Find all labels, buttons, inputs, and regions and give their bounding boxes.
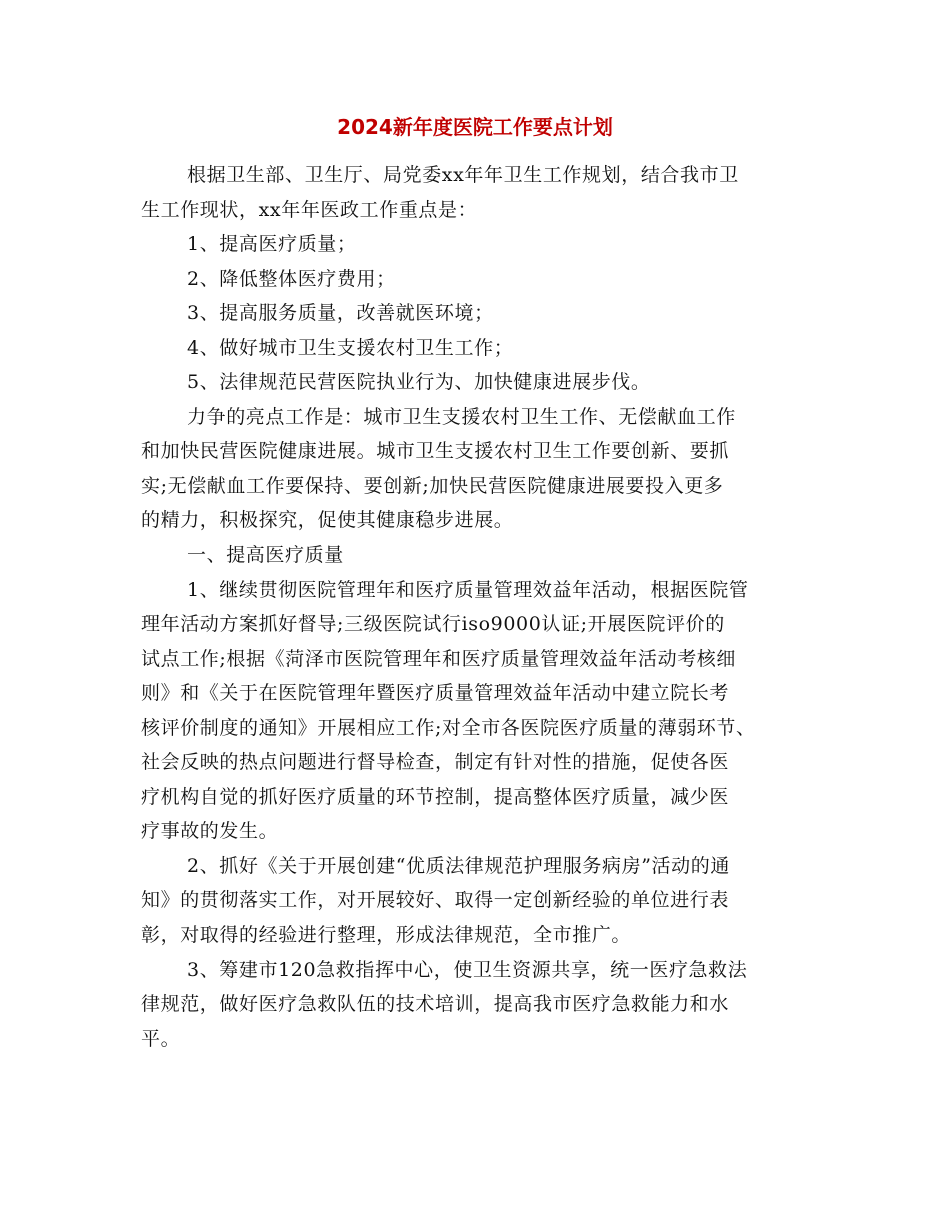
- text-line: 实;无偿献血工作要保持、要创新;加快民营医院健康进展要投入更多: [141, 474, 724, 497]
- text-line: 试点工作;根据《菏泽市医院管理年和医疗质量管理效益年活动考核细: [141, 647, 737, 670]
- text-line: 彰，对取得的经验进行整理，形成法律规范，全市推广。: [141, 924, 632, 947]
- text-line: 律规范，做好医疗急救队伍的技术培训，提高我市医疗急救能力和水: [141, 993, 730, 1016]
- text-line: 5、法律规范民营医院执业行为、加快健康进展步伐。: [187, 371, 651, 394]
- text-line: 力争的亮点工作是：城市卫生支援农村卫生工作、无偿献血工作: [187, 405, 736, 428]
- text-line: 生工作现状，xx年年医政工作重点是：: [141, 198, 478, 221]
- text-line: 的精力，积极探究，促使其健康稳步进展。: [141, 509, 514, 532]
- text-line: 1、继续贯彻医院管理年和医疗质量管理效益年活动，根据医院管: [187, 578, 749, 601]
- text-line: 平。: [141, 1027, 181, 1050]
- text-line: 则》和《关于在医院管理年暨医疗质量管理效益年活动中建立院长考: [141, 682, 730, 705]
- text-line: 3、筹建市120急救指挥中心，使卫生资源共享，统一医疗急救法: [187, 958, 748, 981]
- text-line: 一、提高医疗质量: [187, 544, 344, 567]
- document-title: 2024新年度医院工作要点计划: [337, 115, 613, 139]
- text-line: 核评价制度的通知》开展相应工作;对全市各医院医疗质量的薄弱环节、: [141, 716, 756, 739]
- text-line: 2、抓好《关于开展创建“优质法律规范护理服务病房”活动的通: [187, 854, 730, 877]
- text-line: 疗事故的发生。: [141, 820, 279, 843]
- text-line: 4、做好城市卫生支援农村卫生工作；: [187, 336, 514, 359]
- text-line: 3、提高服务质量，改善就医环境；: [187, 302, 494, 325]
- text-line: 疗机构自觉的抓好医疗质量的环节控制，提高整体医疗质量，减少医: [141, 785, 730, 808]
- text-line: 1、提高医疗质量；: [187, 233, 357, 256]
- text-line: 理年活动方案抓好督导;三级医院试行iso9000认证;开展医院评价的: [141, 613, 725, 636]
- text-line: 根据卫生部、卫生厅、局党委xx年年卫生工作规划，结合我市卫: [187, 164, 739, 186]
- text-line: 社会反映的热点问题进行督导检查，制定有针对性的措施，促使各医: [141, 751, 730, 774]
- text-line: 2、降低整体医疗费用；: [187, 267, 396, 290]
- document-body: [141, 158, 811, 1056]
- text-line: 和加快民营医院健康进展。城市卫生支援农村卫生工作要创新、要抓: [141, 440, 730, 463]
- text-line: 知》的贯彻落实工作，对开展较好、取得一定创新经验的单位进行表: [141, 889, 730, 912]
